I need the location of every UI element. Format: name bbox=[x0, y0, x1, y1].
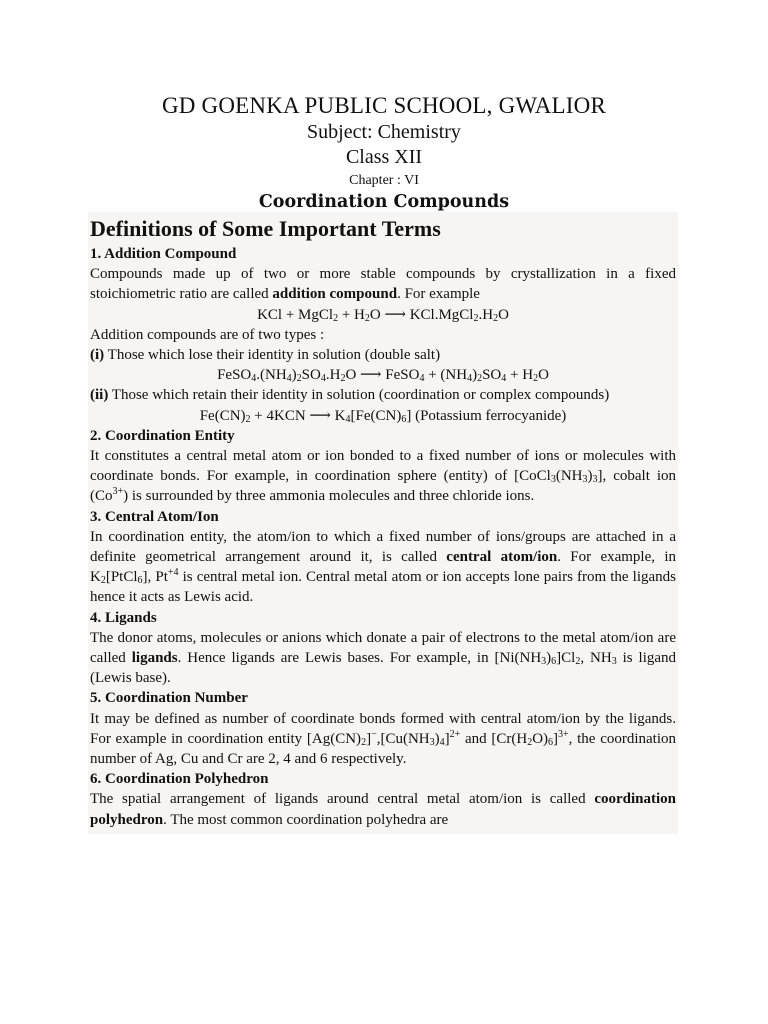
superscript: +4 bbox=[167, 567, 179, 579]
bold-term: coordination polyhedron bbox=[90, 791, 676, 828]
text: It constitutes a central metal atom or ion bonded to a fixed number of ions or molecules with coordinate bonds. For example, in coordination sphere (entity) of [CoCl bbox=[90, 448, 676, 485]
eq-part: O ⟶ FeSO bbox=[345, 367, 420, 384]
type-ii-label: (ii) bbox=[90, 387, 109, 404]
text: , the coordination number of Ag, Cu and Cr are 2, 4 and 6 respectively. bbox=[90, 730, 677, 768]
eq-part: .H bbox=[478, 306, 494, 323]
eq-sub: 2 bbox=[340, 373, 346, 385]
school-name: GD GOENKA PUBLIC SCHOOL, GWALIOR bbox=[161, 93, 607, 118]
eq-sub: 4 bbox=[419, 373, 425, 385]
eq-part: + 4KCN ⟶ K bbox=[250, 407, 346, 424]
text: is central metal ion. Central metal atom or ion accepts lone pairs from the ligands hence it acts as Lewis acid. bbox=[90, 569, 676, 606]
text: ] bbox=[553, 730, 559, 747]
section-title-coordination-entity: 2. Coordination Entity bbox=[90, 427, 235, 444]
eq-part: Fe(CN) bbox=[199, 407, 246, 424]
subscript: 2 bbox=[527, 736, 533, 748]
text: Compounds made up of two or more stable compounds by crystallization in a fixed stoichiometric ratio are called bbox=[90, 266, 676, 303]
type-i-text: Those which lose their identity in solution (double salt) bbox=[104, 347, 441, 364]
bold-term: addition compound bbox=[272, 286, 398, 303]
text: ,[Cu(NH bbox=[376, 730, 430, 747]
eq-sub: 4 bbox=[501, 373, 507, 385]
chapter-line: Chapter : VI bbox=[349, 173, 419, 188]
eq-part: ) bbox=[291, 367, 297, 384]
paragraph-coordination-polyhedron bbox=[90, 789, 676, 829]
eq-part: ] (Potassium ferrocyanide) bbox=[406, 407, 567, 424]
eq-part: O ⟶ KCl.MgCl bbox=[369, 306, 474, 323]
paragraph-ligands bbox=[90, 628, 676, 689]
text: . The most common coordination polyhedra are bbox=[163, 811, 449, 828]
bold-term: ligands bbox=[131, 650, 178, 667]
chapter-title: Coordination Compounds bbox=[258, 192, 510, 212]
subscript: 6 bbox=[551, 656, 557, 668]
equation-kcl bbox=[90, 305, 676, 325]
subscript: 6 bbox=[137, 575, 143, 587]
paragraph-central-atom bbox=[90, 527, 676, 608]
eq-sub: 6 bbox=[401, 413, 407, 425]
subscript: 3 bbox=[611, 656, 617, 668]
subscript: 4 bbox=[439, 736, 445, 748]
text: . For example, in K bbox=[90, 549, 676, 586]
eq-sub: 4 bbox=[286, 373, 292, 385]
text: (NH bbox=[555, 468, 583, 485]
eq-sub: 2 bbox=[473, 312, 479, 324]
eq-part: ) bbox=[472, 367, 478, 384]
text: The donor atoms, molecules or anions which donate a pair of electrons to the metal atom/ion are called bbox=[90, 629, 676, 667]
eq-sub: 2 bbox=[533, 373, 539, 385]
superscript: 3+ bbox=[112, 486, 124, 498]
eq-sub: 4 bbox=[320, 373, 326, 385]
eq-part: + H bbox=[338, 306, 365, 323]
equation-mohr-salt bbox=[90, 365, 676, 385]
subscript: 3 bbox=[582, 474, 588, 486]
section-title-ligands: 4. Ligands bbox=[90, 609, 157, 626]
eq-part: KCl + MgCl bbox=[257, 306, 334, 323]
type-i-line bbox=[90, 345, 676, 365]
type-i-label: (i) bbox=[90, 347, 105, 364]
text: [PtCl bbox=[105, 569, 138, 586]
text: ]Cl bbox=[556, 650, 576, 667]
notes-content bbox=[88, 212, 678, 834]
text: is ligand (Lewis base). bbox=[90, 650, 677, 687]
section-title-addition-compound: 1. Addition Compound bbox=[90, 246, 237, 262]
eq-sub: 2 bbox=[296, 373, 302, 385]
text: , NH bbox=[580, 650, 612, 667]
class-line: Class XII bbox=[345, 146, 423, 168]
paragraph-addition-compound bbox=[90, 264, 676, 304]
text: ] bbox=[444, 730, 450, 747]
paragraph-coordination-entity bbox=[90, 446, 676, 507]
text: . For example bbox=[397, 286, 480, 303]
text: O) bbox=[532, 730, 549, 747]
eq-part: .H bbox=[325, 367, 341, 384]
subject-line: Subject: Chemistry bbox=[307, 121, 461, 143]
text: ) bbox=[587, 468, 593, 485]
eq-part: [Fe(CN) bbox=[350, 407, 402, 424]
eq-part: O bbox=[538, 367, 549, 384]
superscript: 3+ bbox=[558, 728, 569, 740]
main-heading: Definitions of Some Important Terms bbox=[90, 216, 441, 241]
paragraph-coordination-number bbox=[90, 709, 676, 770]
subscript: 6 bbox=[548, 736, 554, 748]
eq-sub: 2 bbox=[493, 312, 499, 324]
superscript: − bbox=[371, 728, 377, 740]
types-line: Addition compounds are of two types : bbox=[90, 326, 325, 343]
eq-part: + H bbox=[506, 367, 534, 384]
document-header bbox=[0, 92, 768, 213]
eq-part: FeSO bbox=[217, 367, 252, 384]
equation-ferrocyanide bbox=[90, 406, 676, 426]
eq-part: O bbox=[498, 306, 509, 323]
subscript: 3 bbox=[550, 474, 556, 486]
text: The spatial arrangement of ligands around central metal atom/ion is called bbox=[90, 791, 595, 808]
section-title-coordination-number: 5. Coordination Number bbox=[90, 690, 248, 707]
text: It may be defined as number of coordinate bonds formed with central atom/ion by the ligands. For example in coordination entity [Ag(CN) bbox=[90, 710, 676, 747]
eq-sub: 2 bbox=[245, 413, 251, 425]
text: ) bbox=[546, 650, 552, 667]
eq-part: SO bbox=[482, 367, 502, 384]
eq-part: + (NH bbox=[424, 367, 468, 384]
eq-sub: 2 bbox=[477, 373, 483, 385]
section-title-coordination-polyhedron: 6. Coordination Polyhedron bbox=[90, 771, 269, 788]
text: ) is surrounded by three ammonia molecules and three chloride ions. bbox=[123, 488, 535, 505]
eq-sub: 2 bbox=[333, 312, 339, 324]
text: In coordination entity, the atom/ion to which a fixed number of ions/groups are attached in a definite geometrical arrangement around it, is called bbox=[90, 528, 676, 566]
section-title-central-atom: 3. Central Atom/Ion bbox=[90, 508, 219, 525]
superscript: 2+ bbox=[449, 728, 461, 740]
subscript: 2 bbox=[575, 656, 581, 668]
text: ], Pt bbox=[142, 569, 168, 586]
text: and [Cr(H bbox=[460, 730, 528, 747]
text: . Hence ligands are Lewis bases. For example, in [Ni(NH bbox=[177, 650, 542, 667]
eq-sub: 4 bbox=[251, 373, 257, 385]
subscript: 3 bbox=[541, 656, 547, 668]
text: ], cobalt ion (Co bbox=[90, 468, 676, 505]
eq-sub: 4 bbox=[345, 413, 351, 425]
eq-sub: 2 bbox=[364, 312, 370, 324]
subscript: 3 bbox=[592, 474, 598, 486]
eq-sub: 4 bbox=[467, 373, 473, 385]
type-ii-line bbox=[90, 385, 676, 405]
eq-part: SO bbox=[301, 367, 321, 384]
subscript: 2 bbox=[361, 736, 367, 748]
subscript: 2 bbox=[100, 575, 106, 587]
type-ii-text: Those which retain their identity in solution (coordination or complex compounds) bbox=[108, 387, 610, 404]
eq-part: .(NH bbox=[256, 367, 287, 384]
text: ] bbox=[366, 730, 372, 747]
bold-term: central atom/ion bbox=[446, 549, 558, 566]
text: ) bbox=[434, 730, 440, 747]
subscript: 3 bbox=[429, 736, 435, 748]
